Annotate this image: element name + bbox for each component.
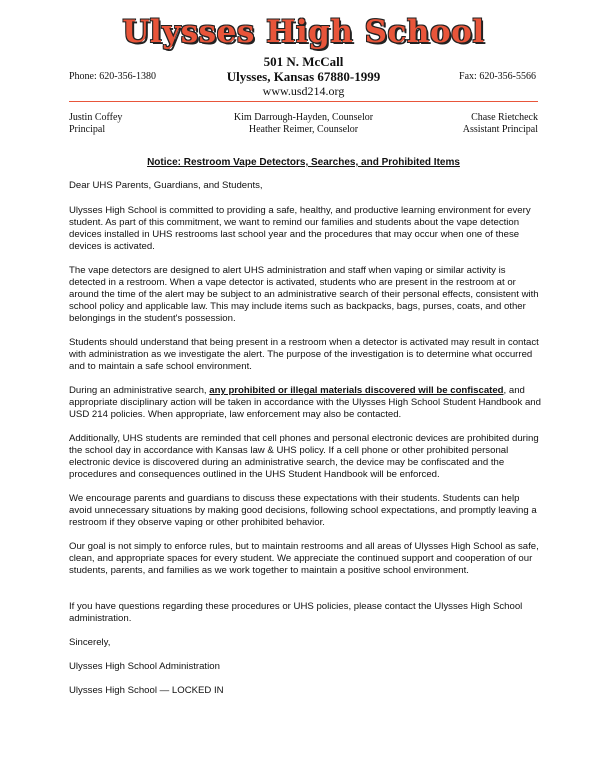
- assistant-principal-name: Chase Rietcheck: [471, 112, 538, 123]
- paragraph-vape-detectors: The vape detectors are designed to alert UHS administration and staff when vaping or similar activity is detected in a restroom. When a vape detector is activated, students who are present in the restroom at or around the time of the alert may be subject to an administrative search of their personal effects, consistent with school policy and applicable law. This may include items such as backpacks, bags, purses, coats, and other belongings in the student's possession.: [69, 265, 539, 324]
- staff-assistant-principal: [463, 112, 538, 136]
- assistant-principal-title: Assistant Principal: [462, 124, 538, 135]
- counselor-2: Heather Reimer, Counselor: [248, 124, 359, 135]
- notice-title: Notice: Restroom Vape Detectors, Searches, and Prohibited Items: [147, 157, 460, 168]
- paragraph-questions: If you have questions regarding these procedures or UHS policies, please contact the Ulysses High School administration.: [69, 601, 523, 624]
- address-street: 501 N. McCall: [263, 54, 344, 69]
- letterhead-divider: [69, 101, 538, 102]
- search-text-before: During an administrative search,: [69, 385, 210, 396]
- phone-number: Phone: 620-356-1380: [69, 71, 156, 82]
- address-city: Ulysses, Kansas 67880-1999: [226, 69, 381, 84]
- principal-name: Justin Coffey: [69, 112, 123, 123]
- tagline: Ulysses High School — LOCKED IN: [69, 685, 224, 696]
- fax-number: Fax: 620-356-5566: [459, 71, 536, 82]
- search-text-after: , and appropriate disciplinary action will be taken in accordance with the Ulysses High School Student Handbook and USD 214 policies. When appropriate, law enforcement may also be contacted.: [69, 385, 541, 420]
- counselor-1: Kim Darrough-Hayden, Counselor: [233, 112, 374, 123]
- closing: Sincerely,: [69, 637, 111, 648]
- paragraph-search: [69, 385, 541, 421]
- paragraph-goal: Our goal is not simply to enforce rules, but to maintain restrooms and all areas of Ulysses High School as safe, clean, and appropriate spaces for every student. We appreciate the continued support and cooperation of our students, parents, and families as we work together to maintain a positive school environment.: [69, 541, 539, 576]
- confiscation-emphasis: any prohibited or illegal materials discovered will be confiscated: [209, 385, 504, 396]
- paragraph-investigation: Students should understand that being present in a restroom when a detector is activated may result in contact with administration as we investigate the alert. The purpose of the investigation is to determine what occurred and to maintain a safe school environment.: [69, 337, 539, 372]
- signature: Ulysses High School Administration: [69, 661, 220, 672]
- paragraph-electronics: Additionally, UHS students are reminded that cell phones and personal electronic devices are prohibited during the school day in accordance with Kansas law & UHS policy. If a cell phone or other prohibited personal electronic device is discovered during an administrative search, the device may be confiscated and the procedures and consequences outlined in the UHS Student Handbook will be enforced.: [69, 433, 539, 480]
- paragraph-encouragement: We encourage parents and guardians to discuss these expectations with their students. Students can help avoid unnecessary situations by making good decisions, following school expectations, and promptly leaving a restroom if they observe vaping or other prohibited behavior.: [69, 493, 537, 528]
- school-name-banner: Ulysses High School: [122, 14, 485, 50]
- paragraph-commitment: Ulysses High School is committed to providing a safe, healthy, and productive learning environment for every student. As part of this commitment, we want to remind our families and students about the vape detection devices installed in UHS restrooms last school year and the procedures that may occur when one of these devices is activated.: [69, 205, 531, 252]
- greeting: Dear UHS Parents, Guardians, and Students,: [69, 180, 263, 191]
- website-link[interactable]: www.usd214.org: [262, 84, 345, 98]
- principal-title: Principal: [69, 124, 106, 135]
